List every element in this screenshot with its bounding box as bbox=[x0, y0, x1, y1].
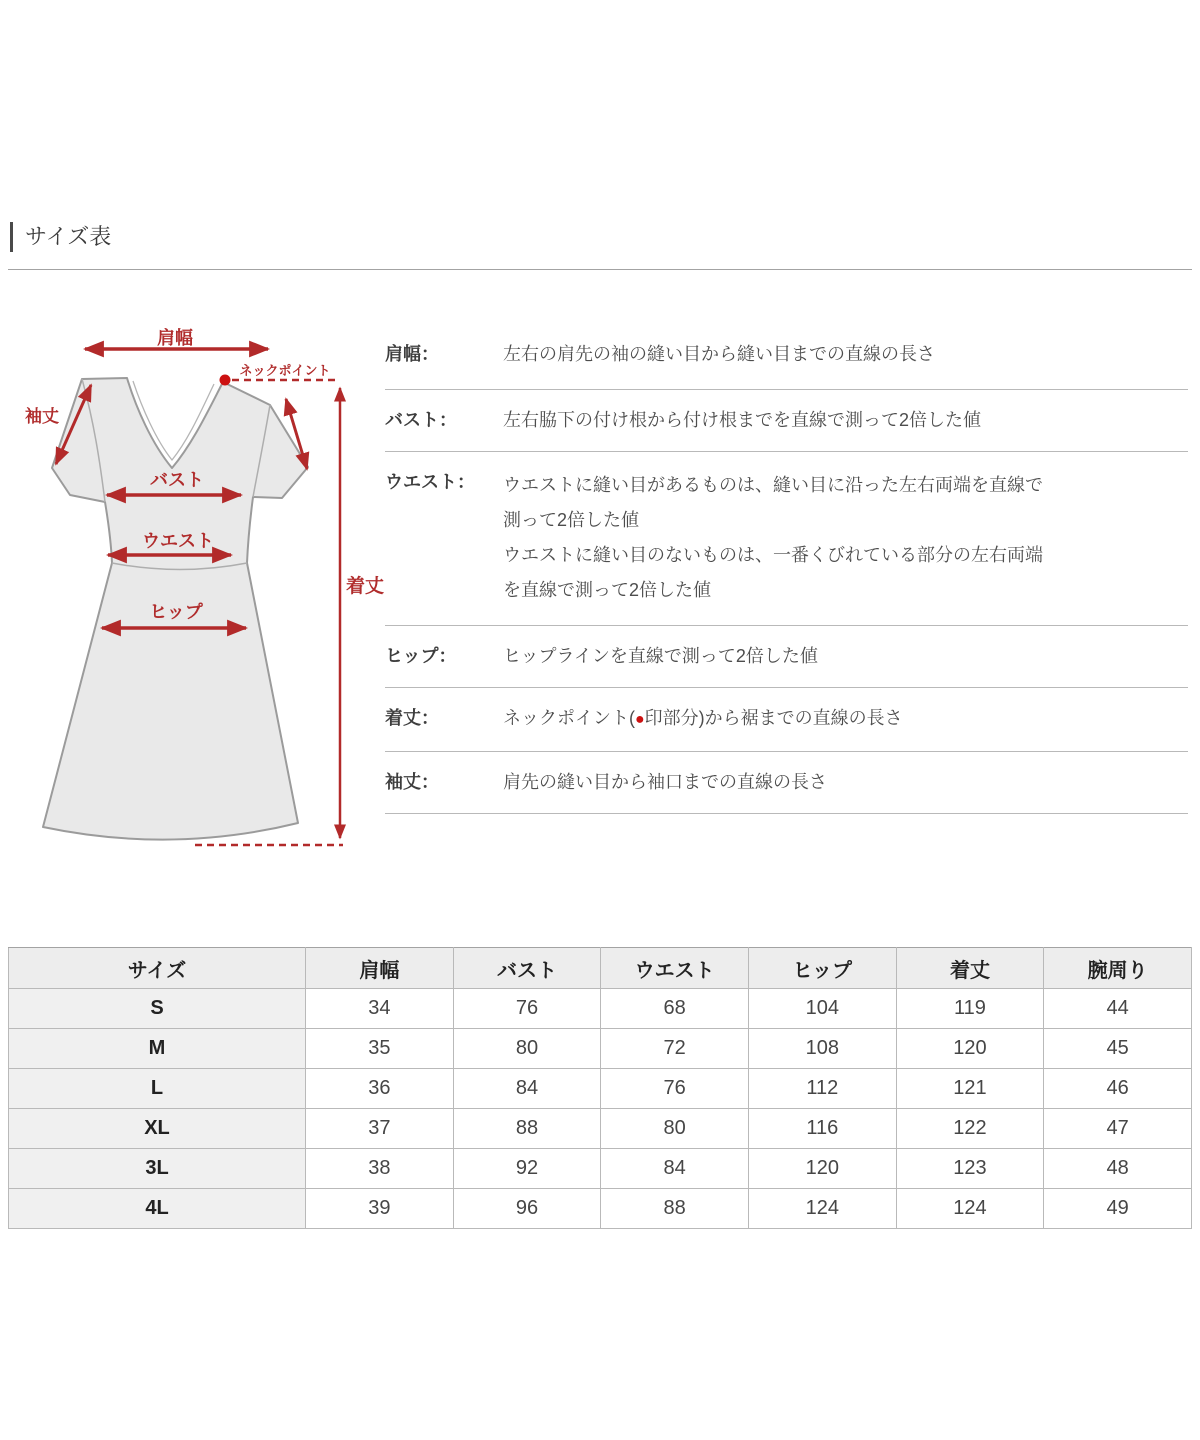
measurement-cell: 84 bbox=[601, 1149, 749, 1189]
size-table-header-cell: 肩幅 bbox=[306, 948, 454, 989]
measurement-cell: 80 bbox=[601, 1109, 749, 1149]
measurement-cell: 112 bbox=[748, 1069, 896, 1109]
definition-row bbox=[385, 688, 1188, 752]
waist-label: ウエスト bbox=[142, 531, 214, 551]
definition-line: 肩先の縫い目から袖口までの直線の長さ bbox=[503, 772, 827, 792]
definition-row bbox=[385, 390, 1188, 452]
definition-row bbox=[385, 752, 1188, 814]
measurement-cell: 34 bbox=[306, 989, 454, 1029]
definition-term: 着丈： bbox=[385, 708, 439, 728]
definition-line: ウエストに縫い目のないものは、一番くびれている部分の左右両端 bbox=[503, 545, 1043, 565]
measurement-cell: 72 bbox=[601, 1029, 749, 1069]
size-row bbox=[9, 1109, 1192, 1149]
measurement-cell: 120 bbox=[748, 1149, 896, 1189]
measurement-cell: 124 bbox=[896, 1189, 1044, 1229]
definition-term: バスト： bbox=[385, 410, 457, 430]
measurement-cell: 44 bbox=[1044, 989, 1192, 1029]
definition-line: を直線で測って2倍した値 bbox=[503, 580, 712, 600]
measurement-cell: 96 bbox=[453, 1189, 601, 1229]
size-cell: XL bbox=[9, 1109, 306, 1149]
measurement-cell: 84 bbox=[453, 1069, 601, 1109]
definition-line: 測って2倍した値 bbox=[503, 510, 640, 530]
definition-text bbox=[503, 468, 1188, 608]
measurement-cell: 80 bbox=[453, 1029, 601, 1069]
definition-term: ヒップ： bbox=[385, 646, 457, 666]
title-divider bbox=[8, 269, 1192, 270]
measurement-cell: 46 bbox=[1044, 1069, 1192, 1109]
size-table bbox=[8, 947, 1192, 1229]
definition-line: 左右脇下の付け根から付け根までを直線で測って2倍した値 bbox=[503, 410, 982, 430]
size-cell: L bbox=[9, 1069, 306, 1109]
measurement-cell: 88 bbox=[601, 1189, 749, 1229]
size-cell: 4L bbox=[9, 1189, 306, 1229]
measurement-cell: 76 bbox=[601, 1069, 749, 1109]
size-table-header-cell: ヒップ bbox=[748, 948, 896, 989]
measurement-cell: 104 bbox=[748, 989, 896, 1029]
definition-line: ウエストに縫い目があるものは、縫い目に沿った左右両端を直線で bbox=[503, 475, 1043, 495]
definition-row bbox=[385, 626, 1188, 688]
sleeve-length-label: 袖丈 bbox=[25, 407, 59, 426]
definition-text bbox=[503, 406, 1188, 434]
measurement-cell: 37 bbox=[306, 1109, 454, 1149]
measurement-cell: 39 bbox=[306, 1189, 454, 1229]
size-cell: M bbox=[9, 1029, 306, 1069]
definition-line: ネックポイント(●印部分)から裾までの直線の長さ bbox=[503, 708, 903, 728]
shoulder-width-label: 肩幅 bbox=[157, 328, 193, 348]
measurement-cell: 120 bbox=[896, 1029, 1044, 1069]
neck-point-dot bbox=[220, 375, 231, 386]
measurement-cell: 49 bbox=[1044, 1189, 1192, 1229]
hip-label: ヒップ bbox=[149, 602, 203, 622]
measurement-cell: 38 bbox=[306, 1149, 454, 1189]
page-title: サイズ表 bbox=[10, 222, 111, 252]
definition-row bbox=[385, 452, 1188, 626]
size-table-header-cell: 腕周り bbox=[1044, 948, 1192, 989]
measurement-cell: 121 bbox=[896, 1069, 1044, 1109]
size-table-header-cell: ウエスト bbox=[601, 948, 749, 989]
measurement-cell: 119 bbox=[896, 989, 1044, 1029]
size-table-header-cell: 着丈 bbox=[896, 948, 1044, 989]
size-row bbox=[9, 1149, 1192, 1189]
definition-term: 袖丈： bbox=[385, 772, 439, 792]
size-cell: S bbox=[9, 989, 306, 1029]
measurement-cell: 123 bbox=[896, 1149, 1044, 1189]
measurement-cell: 88 bbox=[453, 1109, 601, 1149]
size-table-head bbox=[9, 948, 1192, 989]
definition-line: 左右の肩先の袖の縫い目から縫い目までの直線の長さ bbox=[503, 344, 935, 364]
definition-text bbox=[503, 642, 1188, 670]
size-table-header-cell: バスト bbox=[453, 948, 601, 989]
size-row bbox=[9, 989, 1192, 1029]
size-row bbox=[9, 1029, 1192, 1069]
bust-label: バスト bbox=[150, 470, 204, 490]
measurement-cell: 48 bbox=[1044, 1149, 1192, 1189]
definition-text bbox=[503, 704, 1188, 734]
measurement-cell: 45 bbox=[1044, 1029, 1192, 1069]
measurement-cell: 76 bbox=[453, 989, 601, 1029]
measurement-cell: 47 bbox=[1044, 1109, 1192, 1149]
measurement-cell: 124 bbox=[748, 1189, 896, 1229]
size-row bbox=[9, 1189, 1192, 1229]
measurement-cell: 122 bbox=[896, 1109, 1044, 1149]
size-table-header-cell: サイズ bbox=[9, 948, 306, 989]
definition-text bbox=[503, 340, 1188, 368]
definition-term: ウエスト： bbox=[385, 472, 475, 492]
definition-row bbox=[385, 332, 1188, 390]
size-table-header-row bbox=[9, 948, 1192, 989]
measurement-cell: 68 bbox=[601, 989, 749, 1029]
definition-term: 肩幅： bbox=[385, 344, 439, 364]
definition-text bbox=[503, 768, 1188, 796]
size-row bbox=[9, 1069, 1192, 1109]
garment-length-label: 着丈 bbox=[346, 576, 385, 597]
neck-point-dot-inline: ● bbox=[635, 711, 645, 728]
measurement-cell: 36 bbox=[306, 1069, 454, 1109]
measurement-diagram bbox=[10, 312, 390, 862]
measurement-cell: 108 bbox=[748, 1029, 896, 1069]
definition-line: ヒップラインを直線で測って2倍した値 bbox=[503, 646, 818, 666]
size-table-body bbox=[9, 989, 1192, 1229]
measurement-cell: 35 bbox=[306, 1029, 454, 1069]
measurement-cell: 116 bbox=[748, 1109, 896, 1149]
measurement-definitions bbox=[385, 332, 1188, 814]
neck-point-label: ネックポイント bbox=[239, 363, 331, 378]
size-cell: 3L bbox=[9, 1149, 306, 1189]
measurement-cell: 92 bbox=[453, 1149, 601, 1189]
